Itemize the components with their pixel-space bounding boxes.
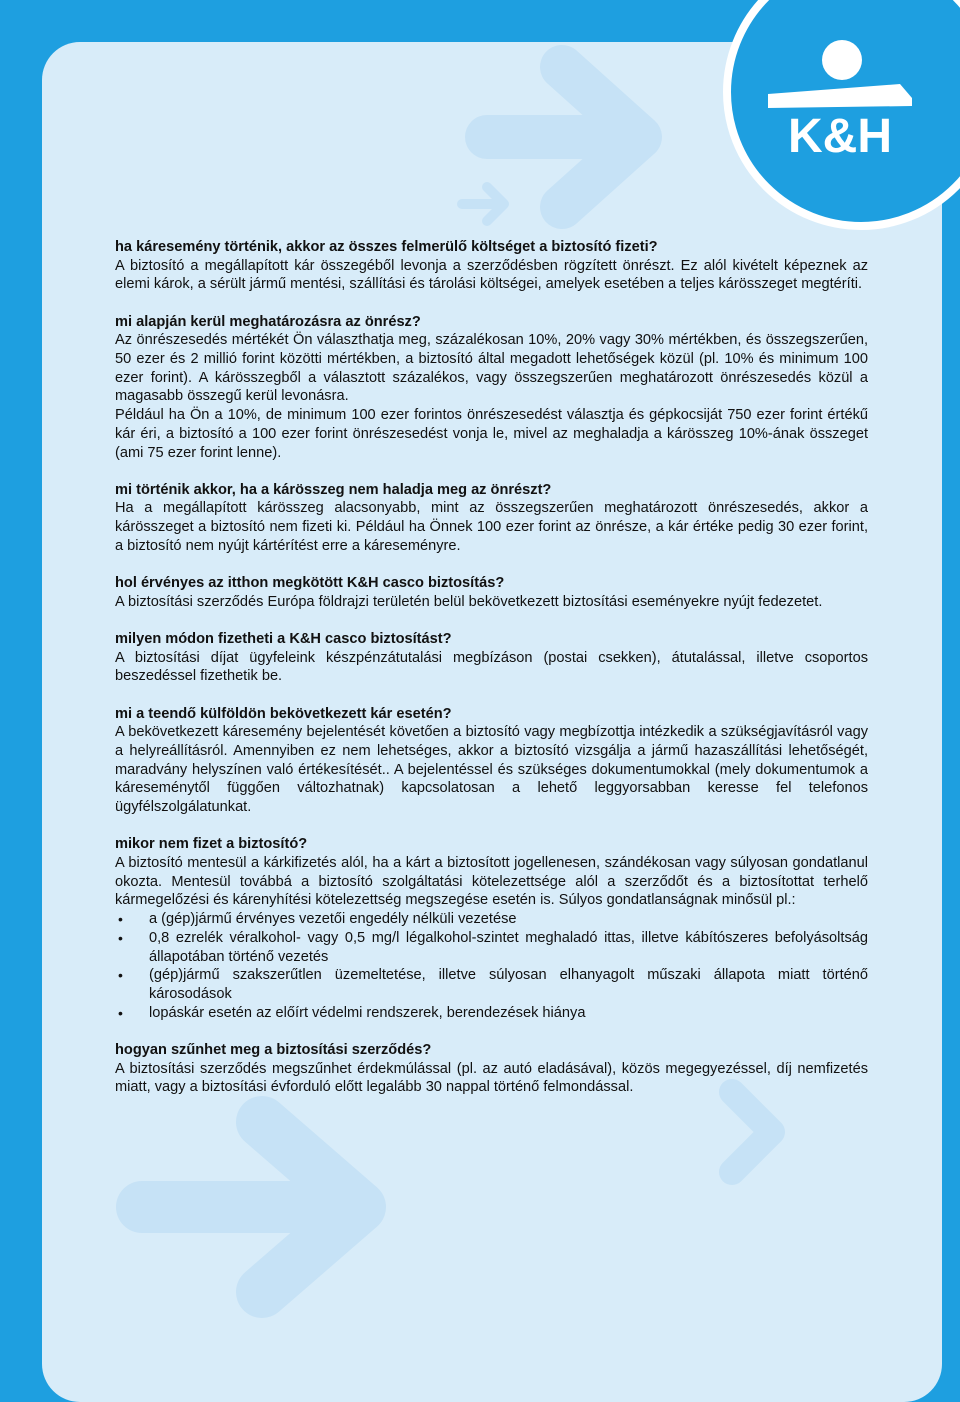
section-paragraph: A bekövetkezett káresemény bejelentését követően a biztosító vagy megbízottja intézkedik a szükségjavításról vagy a helyreállításról. Amennyiben ez nem lehetséges, akkor a biztosító vizsgálja a jármű hazaszállítási lehetőségét, maradvány helyszínen való értékesítését.. A bejelentéssel és szükséges dokumentumokkal (mely dokumentumok a káreseménytől függően változhatnak) kapcsolatosan a lehető leggyorsabban keresse fel telefonos ügyfélszolgálatunkat. [115,724,868,816]
section-paragraph: A biztosítási szerződés megszűnhet érdekmúlással (pl. az autó eladásával), közös megegyezéssel, díj nemfizetés miatt, vagy a biztosítási évforduló előtt legalább 30 nappal történő felmondással. [115,1060,868,1096]
section [115,481,868,556]
bullet-icon: • [118,1004,123,1021]
section [115,313,868,463]
bullet-icon: • [118,967,123,984]
section-paragraph: A biztosítási szerződés Európa földrajzi területén belül bekövetkezett biztosítási eseményekre nyújt fedezetet. [115,593,823,610]
section-paragraph: Az önrészesedés mértékét Ön választhatja meg, százalékosan 10%, 20% vagy 30% mértékben, és összegszerűen, 50 ezer és 2 millió forint közötti mértékben, a biztosító által megadott lehetőségek közül (pl. 10% és minimum 100 ezer forint). A kárösszegből a választott százalékos, vagy összegszerűen meghatározott önrészesedés közül a magasabb összegű kerül levonásra. [115,332,868,405]
section [115,1041,868,1097]
section [115,705,868,817]
document-body [115,238,868,1115]
section-heading: mi alapján kerül meghatározásra az önrész? [115,313,421,330]
section-paragraph: A biztosító a megállapított kár összegéből levonja a szerződésben rögzített önrészt. Ez alól kivételt képeznek az elemi károk, a sérült jármű mentési, szállítási és tárolási költségei, amelyek esetében a teljes kárösszeget megtéríti. [115,257,868,293]
bullet-text: (gép)jármű szakszerűtlen üzemeltetése, illetve súlyosan elhanyagolt műszaki állapota miatt történő károsodások [149,967,868,1002]
section-paragraph: A biztosítási díjat ügyfeleink készpénzátutalási megbízáson (postai csekken), átutalással, illetve csoportos beszedéssel fizethetik be. [115,649,868,685]
bullet-text: lopáskár esetén az előírt védelmi rendszerek, berendezések hiánya [149,1004,586,1021]
section-heading: milyen módon fizetheti a K&H casco biztosítást? [115,630,452,647]
section-heading: hol érvényes az itthon megkötött K&H casco biztosítás? [115,575,505,592]
section-heading: ha káresemény történik, akkor az összes felmerülő költséget a biztosító fizeti? [115,239,658,255]
section-paragraph: Ha a megállapított kárösszeg alacsonyabb, mint az összegszerűen meghatározott önrészesedés, akkor a kárösszeget a biztosító nem fizeti ki. Például ha Önnek 100 ezer forint az önrésze, a kár értéke pedig 30 ezer forint, a biztosító nem nyújt kártérítést erre a káreseményre. [115,500,868,554]
section-heading: mi történik akkor, ha a kárösszeg nem haladja meg az önrészt? [115,481,552,498]
logo-text: K&H [788,110,892,163]
section [115,835,868,1022]
section [115,238,868,294]
section-heading: hogyan szűnhet meg a biztosítási szerződés? [115,1041,432,1058]
bullet-item [118,966,868,1003]
section-heading: mikor nem fizet a biztosító? [115,836,308,853]
bullet-list [115,910,868,1022]
bullet-icon: • [118,911,123,928]
section [115,630,868,686]
bullet-text: a (gép)jármű érvényes vezetői engedély nélküli vezetése [149,911,517,928]
section-paragraph: Például ha Ön a 10%, de minimum 100 ezer forintos önrészesedést választja és gépkocsiját 750 ezer forint értékű kár éri, a biztosító a 100 ezer forint önrészesedést vonja le, mivel az meghaladja a kárösszeg 10%-ának összeget (ami 75 ezer forint lenne). [115,407,868,461]
bullet-item [118,910,868,929]
bullet-item [118,929,868,966]
bullet-text: 0,8 ezrelék véralkohol- vagy 0,5 mg/l légalkohol-szintet meghaladó ittas, illetve kábítószeres befolyásoltság állapotában történő vezetés [149,929,868,965]
bullet-icon: • [118,929,123,946]
bullet-item [118,1004,868,1023]
section-paragraph: A biztosító mentesül a kárkifizetés alól, ha a kárt a biztosított jogellenesen, szándékosan vagy súlyosan gondatlanul okozta. Mentesül továbbá a biztosító szolgáltatási kötelezettsége alól a szerződőt és a biztosítottat terhelő kármegelőzési és kárenyhítési kötelezettség megszegése esetén is. Súlyos gondatlanságnak minősül pl.: [115,854,868,909]
section [115,574,868,611]
kh-logo-icon [760,28,920,168]
section-heading: mi a teendő külföldön bekövetkezett kár esetén? [115,705,452,722]
